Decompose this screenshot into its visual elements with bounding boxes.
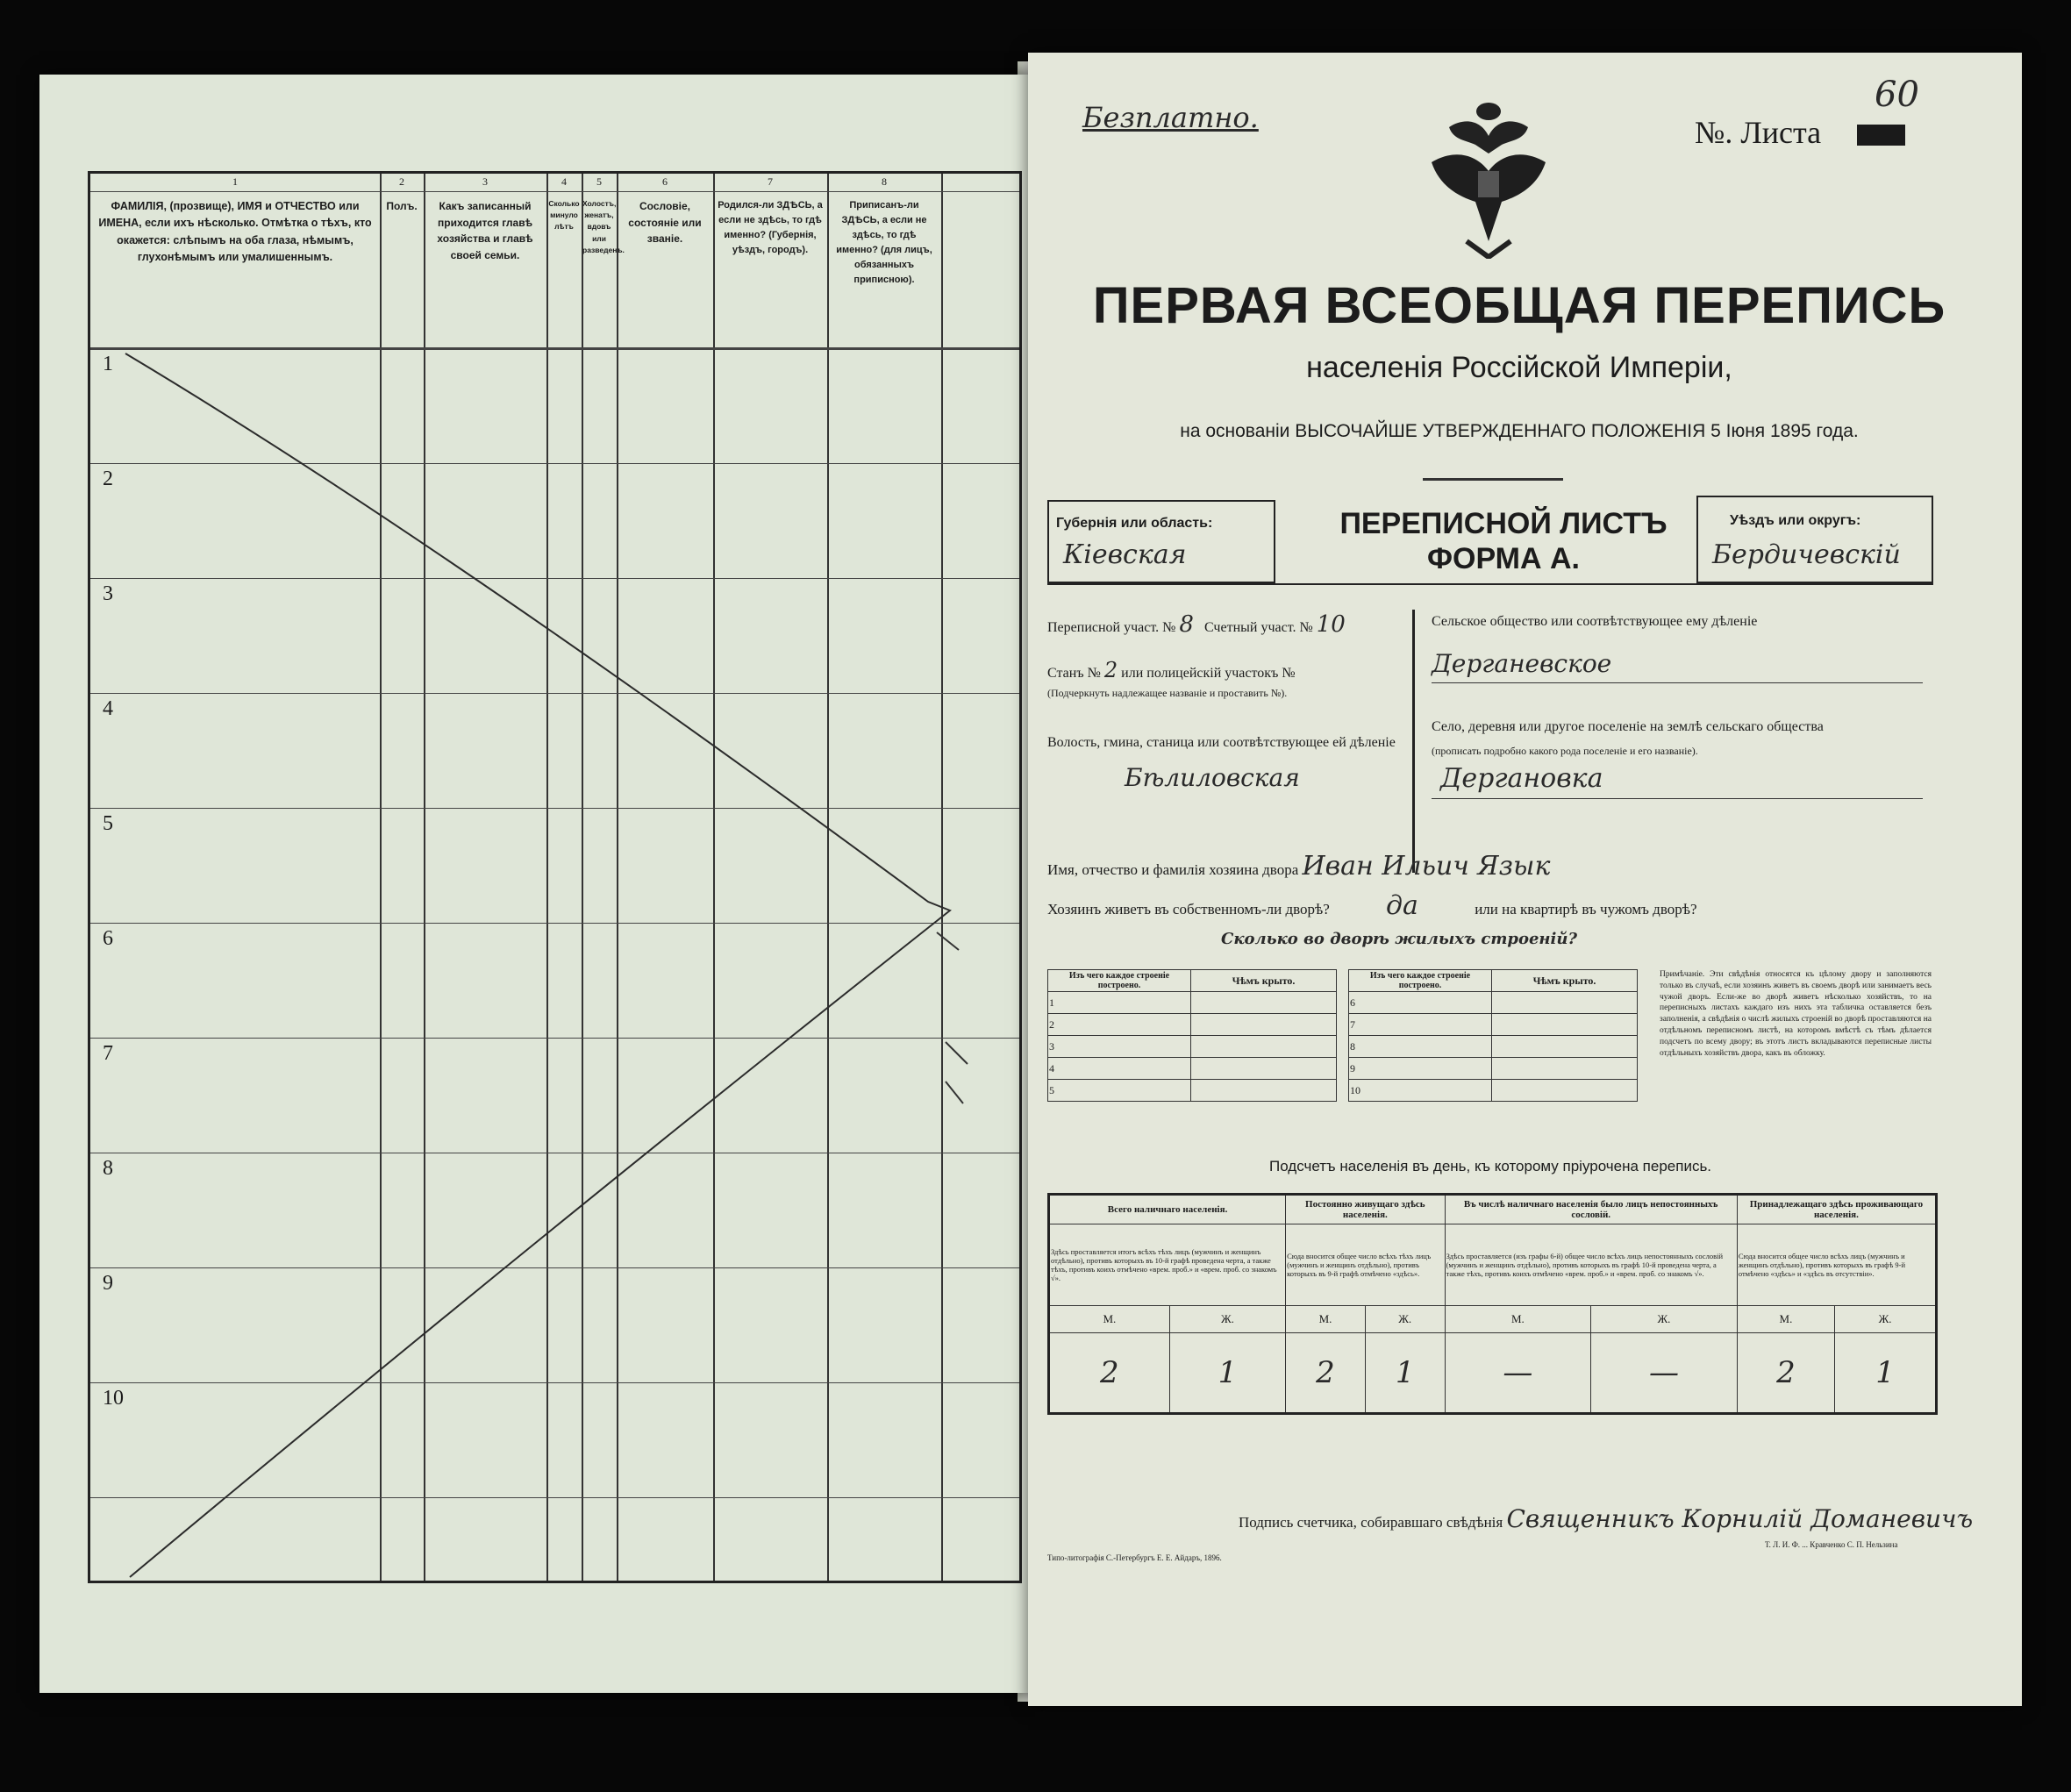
society-value: Дерганевское [1432,649,1612,678]
sheet-number-label: №. Листа [1695,115,1822,150]
row-number: 6 [103,927,113,950]
sex-male: М. [1737,1306,1834,1333]
lives-rest: или на квартирѣ въ чужомъ дворѣ? [1475,901,1697,917]
stan-note: (Подчеркнуть надлежащее названіе и проставить №). [1047,687,1288,699]
building-row: 9 [1349,1058,1492,1080]
signature-value: Священникъ Корнилiй Доманевичъ [1506,1504,1974,1533]
summary-value: 1 [1169,1333,1285,1414]
building-row: 5 [1048,1080,1191,1102]
column-header-estate: Сословіе, состояніе или званіе. [628,200,702,246]
buildings-col2: Чѣмъ крыто. [1191,970,1337,992]
summary-table [1047,1193,1938,1415]
buildings-label: Сколько во дворѣ жилыхъ строеній? [1221,930,1578,948]
owner-value: Иван Ильич Язык [1302,851,1551,882]
census-area-label: Переписной участ. № [1047,620,1176,635]
column-header-relation: Какъ записанный приходится главѣ хозяйства и главѣ своей семьи. [437,200,533,261]
row-number: 4 [103,697,113,720]
printer-mark-right: Т. Л. И. Ф. ... Кравченко С. П. Нельзина [1765,1540,1898,1549]
column-header-name: ФАМИЛІЯ, (прозвище), ИМЯ и ОТЧЕСТВО или ИМЕНА, если ихъ нѣсколько. Отмѣтка о тѣхъ, кто окажется: слѣпымъ на оба глаза, нѣмымъ, глухонѣмымъ или умалишеннымъ. [98,200,372,264]
column-number: 7 [768,175,773,188]
building-row: 7 [1349,1014,1492,1036]
signature-label: Подпись счетчика, собиравшаго свѣдѣнія [1239,1514,1503,1531]
stan-label: Станъ № [1047,666,1101,681]
building-row: 8 [1349,1036,1492,1058]
column-number: 6 [662,175,668,188]
stan-rest: или полицейскій участокъ № [1121,666,1296,681]
free-label: Безплатно. [1082,101,1259,134]
column-number: 2 [399,175,404,188]
person-table [88,171,1022,1583]
building-row: 1 [1048,992,1191,1014]
row-number: 9 [103,1272,113,1295]
document-subtitle: населенія Россійской Имперіи, [1306,351,1732,384]
form-title: ПЕРЕПИСНОЙ ЛИСТЪ [1339,507,1668,540]
summary-value: 2 [1286,1333,1366,1414]
summary-note: Сюда вносится общее число всѣхъ лицъ (мужчинъ и женщинъ отдѣльно), противъ которыхъ въ графѣ 9-й отмѣчено «здѣсь» и «здѣсь въ отсутствіи». [1737,1224,1936,1306]
row-number: 10 [103,1387,124,1410]
summary-value: 1 [1835,1333,1937,1414]
column-number: 8 [882,175,887,188]
row-number: 8 [103,1157,113,1180]
sex-male: М. [1445,1306,1591,1333]
count-area-label: Счетный участ. № [1203,620,1313,635]
district-label: Уѣздъ или округъ: [1730,513,1861,528]
count-area-value: 10 [1316,611,1346,638]
village-label: Село, деревня или другое поселеніе на землѣ сельскаго общества [1432,719,1824,734]
buildings-table-a [1047,969,1337,1102]
village-note: (прописать подробно какого рода поселеніе и его названіе). [1432,745,1698,757]
sheet-number-value: 60 [1875,75,1919,115]
buildings-note: Примѣчаніе. Эти свѣдѣнія относятся къ цѣлому двору и заполняются только въ случаѣ, если хозяинъ живетъ въ своемъ дворѣ или занимаетъ весь чужой дворъ. Если-же во дворѣ живетъ нѣсколько хозяйствъ, то на переписныхъ листахъ каждаго изъ нихъ эта табличка оставляется безъ заполненія, а свѣдѣнія о числѣ жилыхъ строеній во дворѣ проставляются на отдѣльномъ переписномъ листѣ, на которомъ вмѣстѣ съ тѣмъ дѣлается подсчетъ по всему двору; въ этотъ листъ вкладываются переписные листы отдѣльныхъ хозяйствъ двора, какъ въ обложку. [1660,970,1932,1058]
row-number: 1 [103,353,113,375]
column-number: 5 [596,175,602,188]
sex-female: Ж. [1591,1306,1738,1333]
building-row: 4 [1048,1058,1191,1080]
sex-female: Ж. [1365,1306,1445,1333]
column-header-marital: Холостъ, женатъ, вдовъ или разведенъ. [582,199,625,254]
buildings-table-b [1348,969,1638,1102]
summary-value: — [1445,1333,1591,1414]
lives-value: да [1386,890,1418,921]
cancellation-stroke [90,174,1025,1586]
column-header-birthplace: Родился-ли ЗДѢСЬ, а если не здѣсь, то гдѣ именно? (Губернія, уѣздъ, городъ). [718,200,823,256]
row-number: 3 [103,582,113,605]
sex-male: М. [1286,1306,1366,1333]
row-number: 2 [103,468,113,490]
right-page [1028,53,2022,1706]
sex-female: Ж. [1835,1306,1937,1333]
province-label: Губернія или область: [1056,516,1213,531]
buildings-col1: Изъ чего каждое строеніе построено. [1349,970,1492,992]
column-number: 4 [561,175,567,188]
summary-value: 2 [1049,1333,1170,1414]
document-title: ПЕРВАЯ ВСЕОБЩАЯ ПЕРЕПИСЬ [1092,277,1946,334]
building-row: 2 [1048,1014,1191,1036]
summary-note: Сюда вносится общее число всѣхъ тѣхъ лицъ (мужчинъ и женщинъ отдѣльно), противъ которыхъ въ 9-й графѣ отмѣчено «здѣсь». [1286,1224,1445,1306]
building-row: 3 [1048,1036,1191,1058]
census-area-value: 8 [1179,611,1194,638]
column-number: 1 [232,175,238,188]
row-number: 7 [103,1042,113,1065]
column-header-sex: Полъ. [386,200,418,212]
left-page [39,75,1035,1693]
summary-value: 1 [1365,1333,1445,1414]
owner-label: Имя, отчество и фамилія хозяина двора [1047,861,1299,878]
village-value: Дергановка [1440,763,1603,794]
summary-note: Здѣсь проставляется итогъ всѣхъ тѣхъ лицъ (мужчинъ и женщинъ отдѣльно), противъ которыхъ въ 10-й графѣ проведена черта, а также тѣхъ, противъ коихъ отмѣчено «врем. проб.» и «врем. проб. со знакомъ √». [1049,1224,1286,1306]
lives-label: Хозяинъ живетъ въ собственномъ-ли дворѣ? [1047,901,1330,917]
column-header-registered: Приписанъ-ли ЗДѢСЬ, а если не здѣсь, то гдѣ именно? (для лицъ, обязанныхъ приписною). [836,200,932,286]
summary-value: 2 [1737,1333,1834,1414]
stan-value: 2 [1103,658,1118,682]
double-headed-eagle-icon [1414,101,1563,259]
building-row: 6 [1349,992,1492,1014]
summary-title: Подсчетъ населенія въ день, къ которому пріурочена перепись. [1268,1158,1712,1174]
legal-basis: на основаніи ВЫСОЧАЙШЕ УТВЕРЖДЕННАГО ПОЛОЖЕНІЯ 5 Іюня 1895 года. [1180,421,1859,441]
summary-header: Постоянно живущаго здѣсь населенія. [1286,1195,1445,1224]
sex-female: Ж. [1169,1306,1285,1333]
column-number: 3 [482,175,488,188]
buildings-col1: Изъ чего каждое строеніе построено. [1048,970,1191,992]
summary-header: Всего наличнаго населенія. [1049,1195,1286,1224]
district-value: Бердичевскiй [1712,539,1901,570]
printer-mark-left: Типо-литографія С.-Петербургъ Е. Е. Айдаръ, 1896. [1047,1553,1222,1562]
volost-label: Волость, гмина, станица или соотвѣтствующее ей дѣленіе [1047,735,1396,750]
sex-male: М. [1049,1306,1170,1333]
sheet-number-stamp [1857,125,1905,146]
summary-value: — [1591,1333,1738,1414]
society-label: Сельское общество или соотвѣтствующее ему дѣленіе [1432,614,1758,629]
ornament-divider [1423,478,1563,481]
province-value: Кiевская [1063,539,1187,570]
column-header-age: Сколько минуло лѣтъ [548,199,580,232]
volost-value: Бѣлиловская [1125,763,1300,792]
summary-note: Здѣсь проставляется (изъ графы 6-й) общее число всѣхъ лицъ непостоянныхъ сословій (мужчинъ и женщинъ отдѣльно), противъ которыхъ въ графѣ 10-й проведена черта, а также тѣхъ, противъ коихъ отмѣчено «врем. проб.» и «врем. проб. со знакомъ √». [1445,1224,1737,1306]
form-name: ФОРМА А. [1426,542,1581,575]
summary-header: Принадлежащаго здѣсь проживающаго населенія. [1737,1195,1936,1224]
row-number: 5 [103,812,113,835]
buildings-col2: Чѣмъ крыто. [1492,970,1638,992]
summary-header: Въ числѣ наличнаго населенія было лицъ непостоянныхъ сословій. [1445,1195,1737,1224]
building-row: 10 [1349,1080,1492,1102]
